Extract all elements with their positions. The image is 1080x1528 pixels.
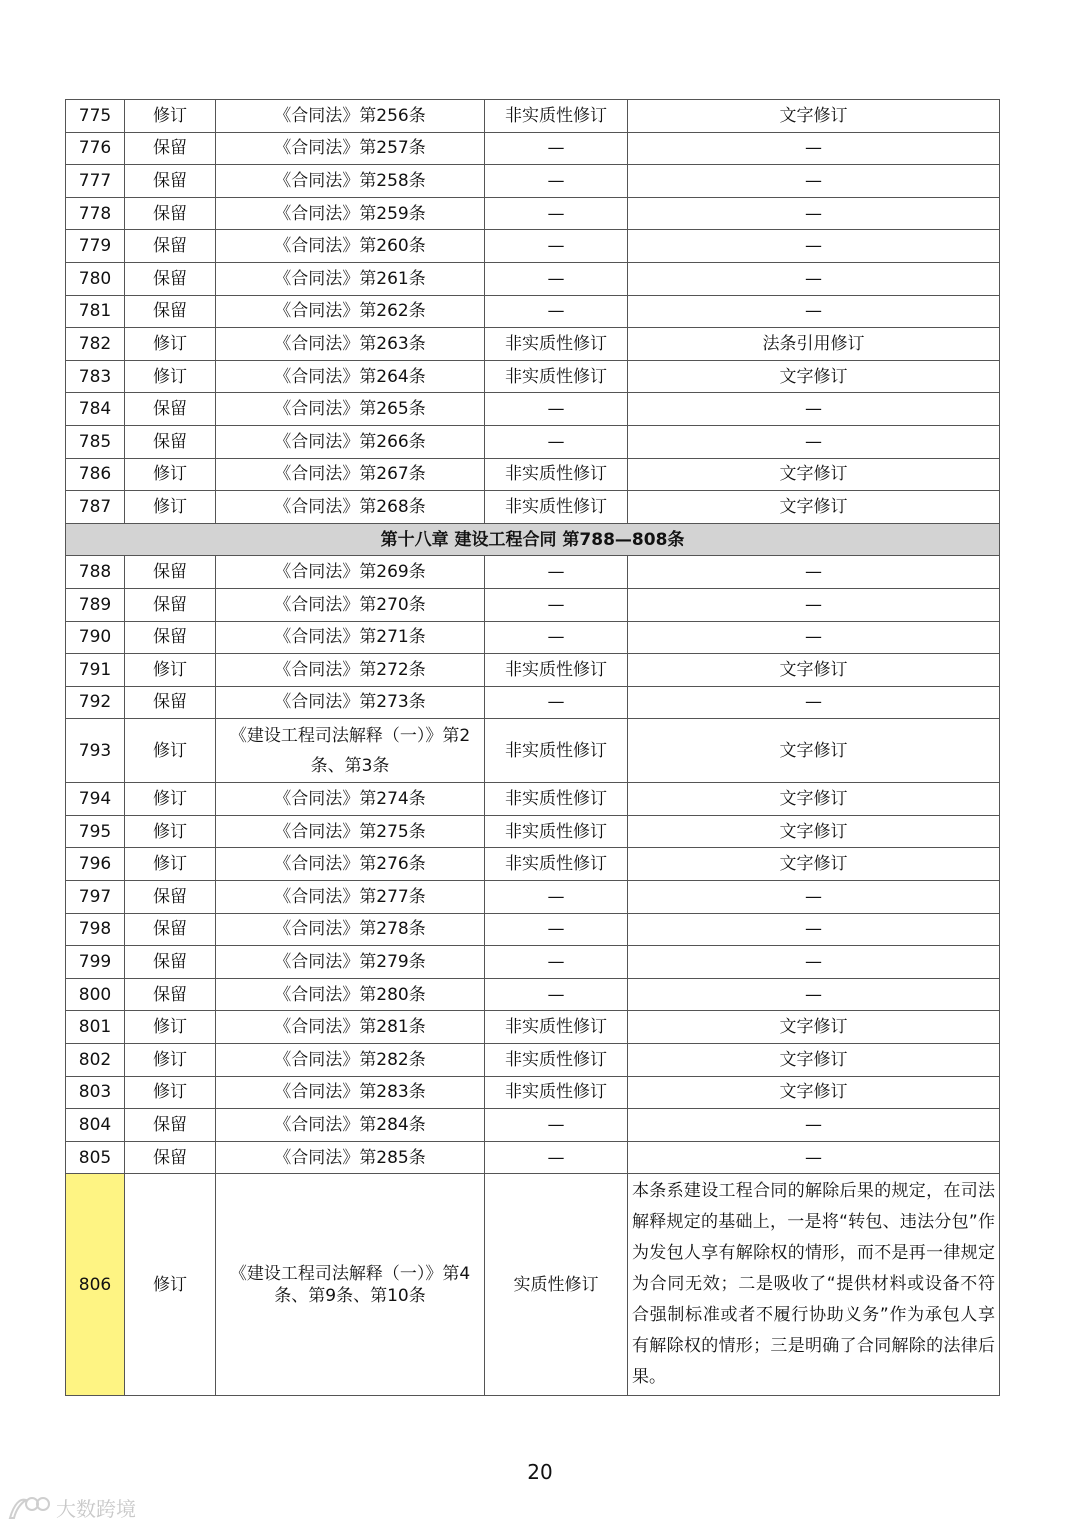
table-row bbox=[66, 1109, 1000, 1142]
note-cell: — bbox=[628, 686, 1000, 719]
source-cell: 《合同法》第257条 bbox=[216, 132, 485, 165]
note-cell: — bbox=[628, 262, 1000, 295]
action-cell: 保留 bbox=[125, 1109, 216, 1142]
note-cell: — bbox=[628, 881, 1000, 914]
source-cell: 《合同法》第274条 bbox=[216, 783, 485, 816]
note-cell: — bbox=[628, 393, 1000, 426]
source-cell: 《合同法》第265条 bbox=[216, 393, 485, 426]
row-number-cell: 777 bbox=[66, 165, 125, 198]
row-number-cell: 791 bbox=[66, 654, 125, 687]
table-row bbox=[66, 165, 1000, 198]
table-row bbox=[66, 230, 1000, 263]
action-cell: 修订 bbox=[125, 491, 216, 524]
table-row bbox=[66, 1044, 1000, 1077]
nature-cell: — bbox=[485, 621, 628, 654]
page-number: 20 bbox=[527, 1460, 553, 1484]
nature-cell: 非实质性修订 bbox=[485, 360, 628, 393]
nature-cell: — bbox=[485, 588, 628, 621]
source-cell: 《合同法》第263条 bbox=[216, 328, 485, 361]
source-cell: 《合同法》第278条 bbox=[216, 913, 485, 946]
note-cell: 文字修订 bbox=[628, 100, 1000, 133]
row-number-cell: 792 bbox=[66, 686, 125, 719]
action-cell: 保留 bbox=[125, 621, 216, 654]
nature-cell: — bbox=[485, 262, 628, 295]
action-cell: 保留 bbox=[125, 295, 216, 328]
nature-cell: — bbox=[485, 556, 628, 589]
nature-cell: — bbox=[485, 393, 628, 426]
nature-cell: — bbox=[485, 978, 628, 1011]
action-cell: 保留 bbox=[125, 230, 216, 263]
note-cell: 文字修订 bbox=[628, 360, 1000, 393]
row-number-cell: 805 bbox=[66, 1141, 125, 1174]
source-cell: 《合同法》第264条 bbox=[216, 360, 485, 393]
note-cell: 文字修订 bbox=[628, 848, 1000, 881]
table-row bbox=[66, 425, 1000, 458]
table-row bbox=[66, 881, 1000, 914]
action-cell: 修订 bbox=[125, 719, 216, 783]
row-number-cell: 780 bbox=[66, 262, 125, 295]
watermark bbox=[6, 1492, 136, 1522]
table-row bbox=[66, 1011, 1000, 1044]
note-cell: — bbox=[628, 946, 1000, 979]
note-cell: — bbox=[628, 913, 1000, 946]
row-number-cell: 776 bbox=[66, 132, 125, 165]
row-number-cell: 785 bbox=[66, 425, 125, 458]
action-cell: 修订 bbox=[125, 100, 216, 133]
source-cell: 《合同法》第282条 bbox=[216, 1044, 485, 1077]
row-number-cell: 778 bbox=[66, 197, 125, 230]
action-cell: 修订 bbox=[125, 458, 216, 491]
table-row bbox=[66, 1174, 1000, 1396]
table-row bbox=[66, 360, 1000, 393]
action-cell: 保留 bbox=[125, 946, 216, 979]
nature-cell: — bbox=[485, 1109, 628, 1142]
table-row bbox=[66, 815, 1000, 848]
source-cell: 《合同法》第259条 bbox=[216, 197, 485, 230]
source-cell: 《合同法》第270条 bbox=[216, 588, 485, 621]
action-cell: 修订 bbox=[125, 1044, 216, 1077]
table-row bbox=[66, 100, 1000, 133]
source-cell: 《合同法》第277条 bbox=[216, 881, 485, 914]
action-cell: 保留 bbox=[125, 1141, 216, 1174]
note-cell: 文字修订 bbox=[628, 654, 1000, 687]
row-number-cell: 790 bbox=[66, 621, 125, 654]
source-cell: 《合同法》第262条 bbox=[216, 295, 485, 328]
nature-cell: 非实质性修订 bbox=[485, 1044, 628, 1077]
row-number-cell: 794 bbox=[66, 783, 125, 816]
action-cell: 保留 bbox=[125, 165, 216, 198]
source-cell: 《建设工程司法解释（一）》第2条、第3条 bbox=[216, 719, 485, 783]
source-cell: 《合同法》第280条 bbox=[216, 978, 485, 1011]
row-number-cell: 797 bbox=[66, 881, 125, 914]
nature-cell: 非实质性修订 bbox=[485, 1011, 628, 1044]
row-number-cell: 802 bbox=[66, 1044, 125, 1077]
row-number-cell: 781 bbox=[66, 295, 125, 328]
nature-cell: 非实质性修订 bbox=[485, 848, 628, 881]
nature-cell: 非实质性修订 bbox=[485, 1076, 628, 1109]
note-cell: 法条引用修订 bbox=[628, 328, 1000, 361]
table-row bbox=[66, 132, 1000, 165]
revision-table bbox=[65, 99, 1000, 1396]
row-number-cell: 783 bbox=[66, 360, 125, 393]
source-cell: 《合同法》第279条 bbox=[216, 946, 485, 979]
table-row bbox=[66, 491, 1000, 524]
source-cell: 《合同法》第260条 bbox=[216, 230, 485, 263]
table-row bbox=[66, 262, 1000, 295]
nature-cell: — bbox=[485, 295, 628, 328]
watermark-logo-icon bbox=[6, 1492, 52, 1522]
table-row bbox=[66, 686, 1000, 719]
action-cell: 修订 bbox=[125, 654, 216, 687]
table-row bbox=[66, 946, 1000, 979]
source-cell: 《合同法》第275条 bbox=[216, 815, 485, 848]
source-cell: 《合同法》第281条 bbox=[216, 1011, 485, 1044]
note-cell: 文字修订 bbox=[628, 783, 1000, 816]
note-cell: — bbox=[628, 295, 1000, 328]
source-cell: 《合同法》第271条 bbox=[216, 621, 485, 654]
note-cell: 文字修订 bbox=[628, 815, 1000, 848]
action-cell: 保留 bbox=[125, 588, 216, 621]
action-cell: 保留 bbox=[125, 686, 216, 719]
table-row bbox=[66, 458, 1000, 491]
row-number-cell: 779 bbox=[66, 230, 125, 263]
table-row bbox=[66, 197, 1000, 230]
row-number-cell: 799 bbox=[66, 946, 125, 979]
nature-cell: 非实质性修订 bbox=[485, 783, 628, 816]
table-row bbox=[66, 621, 1000, 654]
source-cell: 《合同法》第261条 bbox=[216, 262, 485, 295]
note-cell: — bbox=[628, 132, 1000, 165]
nature-cell: 非实质性修订 bbox=[485, 328, 628, 361]
action-cell: 修订 bbox=[125, 1174, 216, 1396]
table-row bbox=[66, 393, 1000, 426]
note-cell: — bbox=[628, 197, 1000, 230]
table-row bbox=[66, 913, 1000, 946]
action-cell: 修订 bbox=[125, 783, 216, 816]
note-cell: — bbox=[628, 978, 1000, 1011]
note-cell: 文字修订 bbox=[628, 1044, 1000, 1077]
table-row bbox=[66, 556, 1000, 589]
note-cell: 文字修订 bbox=[628, 458, 1000, 491]
table-row bbox=[66, 654, 1000, 687]
action-cell: 修订 bbox=[125, 1076, 216, 1109]
table-row bbox=[66, 783, 1000, 816]
nature-cell: — bbox=[485, 913, 628, 946]
nature-cell: — bbox=[485, 946, 628, 979]
action-cell: 保留 bbox=[125, 393, 216, 426]
nature-cell: 非实质性修订 bbox=[485, 458, 628, 491]
nature-cell: — bbox=[485, 1141, 628, 1174]
source-cell: 《合同法》第283条 bbox=[216, 1076, 485, 1109]
action-cell: 修订 bbox=[125, 328, 216, 361]
note-cell: 文字修订 bbox=[628, 1011, 1000, 1044]
chapter-heading: 第十八章 建设工程合同 第788—808条 bbox=[66, 523, 1000, 556]
nature-cell: — bbox=[485, 686, 628, 719]
source-cell: 《合同法》第272条 bbox=[216, 654, 485, 687]
source-cell: 《合同法》第269条 bbox=[216, 556, 485, 589]
source-cell: 《建设工程司法解释（一）》第4条、第9条、第10条 bbox=[216, 1174, 485, 1396]
note-cell: — bbox=[628, 1141, 1000, 1174]
note-cell: — bbox=[628, 556, 1000, 589]
table-row bbox=[66, 1141, 1000, 1174]
row-number-cell: 798 bbox=[66, 913, 125, 946]
row-number-cell: 782 bbox=[66, 328, 125, 361]
action-cell: 修订 bbox=[125, 1011, 216, 1044]
action-cell: 保留 bbox=[125, 913, 216, 946]
action-cell: 保留 bbox=[125, 556, 216, 589]
table-row bbox=[66, 588, 1000, 621]
note-cell: 文字修订 bbox=[628, 491, 1000, 524]
nature-cell: 非实质性修订 bbox=[485, 719, 628, 783]
row-number-cell: 806 bbox=[66, 1174, 125, 1396]
note-cell: — bbox=[628, 165, 1000, 198]
nature-cell: — bbox=[485, 425, 628, 458]
action-cell: 修订 bbox=[125, 815, 216, 848]
source-cell: 《合同法》第256条 bbox=[216, 100, 485, 133]
table-row bbox=[66, 295, 1000, 328]
table-row bbox=[66, 719, 1000, 783]
action-cell: 保留 bbox=[125, 132, 216, 165]
nature-cell: 非实质性修订 bbox=[485, 491, 628, 524]
row-number-cell: 775 bbox=[66, 100, 125, 133]
note-cell: — bbox=[628, 588, 1000, 621]
action-cell: 修订 bbox=[125, 848, 216, 881]
source-cell: 《合同法》第284条 bbox=[216, 1109, 485, 1142]
nature-cell: 实质性修订 bbox=[485, 1174, 628, 1396]
row-number-cell: 801 bbox=[66, 1011, 125, 1044]
table-row bbox=[66, 328, 1000, 361]
table-row bbox=[66, 978, 1000, 1011]
row-number-cell: 796 bbox=[66, 848, 125, 881]
source-cell: 《合同法》第266条 bbox=[216, 425, 485, 458]
action-cell: 修订 bbox=[125, 360, 216, 393]
action-cell: 保留 bbox=[125, 262, 216, 295]
nature-cell: — bbox=[485, 197, 628, 230]
nature-cell: 非实质性修订 bbox=[485, 100, 628, 133]
nature-cell: — bbox=[485, 881, 628, 914]
nature-cell: — bbox=[485, 132, 628, 165]
nature-cell: 非实质性修订 bbox=[485, 815, 628, 848]
source-cell: 《合同法》第258条 bbox=[216, 165, 485, 198]
note-cell: — bbox=[628, 230, 1000, 263]
action-cell: 保留 bbox=[125, 197, 216, 230]
chapter-row bbox=[66, 523, 1000, 556]
source-cell: 《合同法》第273条 bbox=[216, 686, 485, 719]
nature-cell: 非实质性修订 bbox=[485, 654, 628, 687]
note-cell: 文字修订 bbox=[628, 1076, 1000, 1109]
note-cell: 文字修订 bbox=[628, 719, 1000, 783]
row-number-cell: 793 bbox=[66, 719, 125, 783]
nature-cell: — bbox=[485, 230, 628, 263]
row-number-cell: 804 bbox=[66, 1109, 125, 1142]
action-cell: 保留 bbox=[125, 881, 216, 914]
row-number-cell: 788 bbox=[66, 556, 125, 589]
row-number-cell: 803 bbox=[66, 1076, 125, 1109]
row-number-cell: 789 bbox=[66, 588, 125, 621]
action-cell: 保留 bbox=[125, 425, 216, 458]
source-cell: 《合同法》第285条 bbox=[216, 1141, 485, 1174]
row-number-cell: 784 bbox=[66, 393, 125, 426]
note-cell: — bbox=[628, 1109, 1000, 1142]
row-number-cell: 795 bbox=[66, 815, 125, 848]
source-cell: 《合同法》第268条 bbox=[216, 491, 485, 524]
watermark-text: 大数跨境 bbox=[56, 1496, 136, 1521]
row-number-cell: 787 bbox=[66, 491, 125, 524]
source-cell: 《合同法》第276条 bbox=[216, 848, 485, 881]
table-row bbox=[66, 848, 1000, 881]
nature-cell: — bbox=[485, 165, 628, 198]
action-cell: 保留 bbox=[125, 978, 216, 1011]
table-row bbox=[66, 1076, 1000, 1109]
note-cell: — bbox=[628, 621, 1000, 654]
row-number-cell: 800 bbox=[66, 978, 125, 1011]
row-number-cell: 786 bbox=[66, 458, 125, 491]
source-cell: 《合同法》第267条 bbox=[216, 458, 485, 491]
note-cell: — bbox=[628, 425, 1000, 458]
note-cell: 本条系建设工程合同的解除后果的规定，在司法解释规定的基础上，一是将“转包、违法分包”作为发包人享有解除权的情形，而不是再一律规定为合同无效；二是吸收了“提供材料或设备不符合强制标准或者不履行协助义务”作为承包人享有解除权的情形；三是明确了合同解除的法律后果。 bbox=[628, 1174, 1000, 1396]
